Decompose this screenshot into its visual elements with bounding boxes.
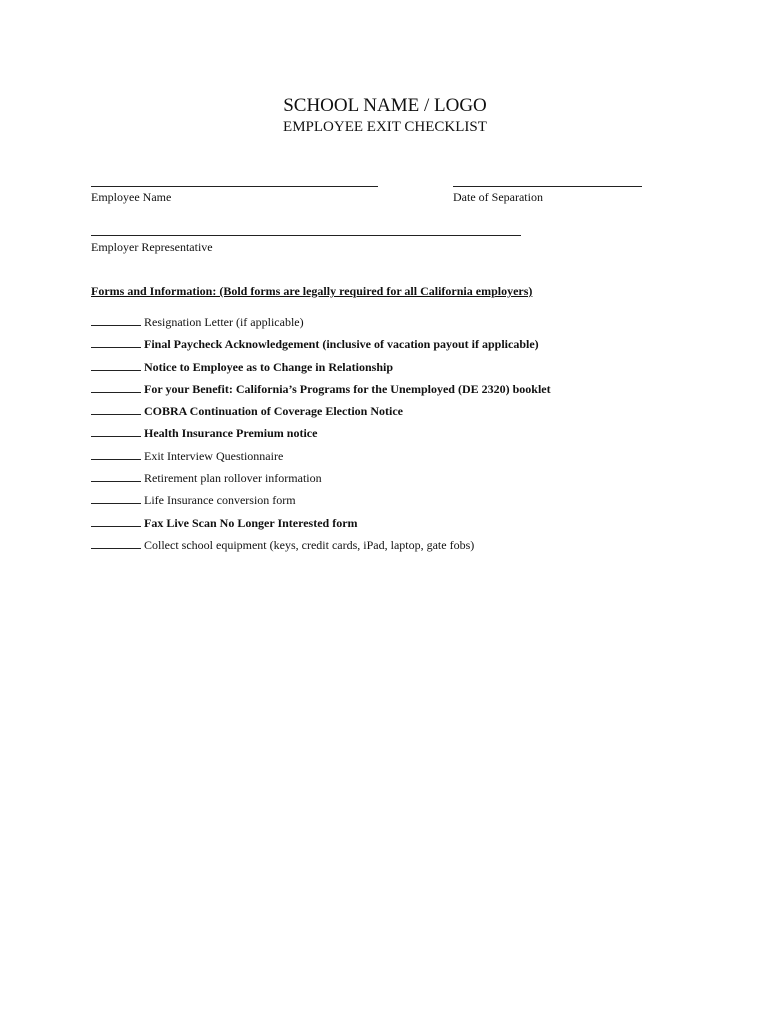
checklist-item-label: Health Insurance Premium notice — [144, 426, 318, 441]
checklist-item — [91, 402, 731, 424]
checklist-item-label: Exit Interview Questionnaire — [144, 448, 284, 463]
forms-checklist — [91, 313, 731, 558]
checklist-item-label: Notice to Employee as to Change in Relationship — [144, 359, 393, 374]
checklist-blank-line[interactable] — [91, 358, 141, 371]
checklist-item-label: Life Insurance conversion form — [144, 493, 296, 508]
checklist-item — [91, 424, 731, 446]
checklist-blank-line[interactable] — [91, 313, 141, 326]
checklist-blank-line[interactable] — [91, 491, 141, 504]
checklist-blank-line[interactable] — [91, 514, 141, 527]
checklist-item — [91, 380, 731, 402]
checklist-item-label: Retirement plan rollover information — [144, 471, 322, 486]
checklist-blank-line[interactable] — [91, 424, 141, 437]
date-of-separation-line[interactable] — [453, 186, 642, 187]
checklist-item-label: Collect school equipment (keys, credit cards, iPad, laptop, gate fobs) — [144, 537, 475, 552]
checklist-blank-line[interactable] — [91, 402, 141, 415]
checklist-blank-line[interactable] — [91, 380, 141, 393]
checklist-item — [91, 469, 731, 491]
date-of-separation-label: Date of Separation — [453, 190, 543, 204]
checklist-item-label: COBRA Continuation of Coverage Election Notice — [144, 404, 403, 419]
checklist-item-label: Resignation Letter (if applicable) — [144, 315, 304, 329]
checklist-blank-line[interactable] — [91, 447, 141, 460]
checklist-item — [91, 313, 731, 335]
checklist-item-label: For your Benefit: California’s Programs for the Unemployed (DE 2320) booklet — [144, 381, 551, 396]
employer-representative-label: Employer Representative — [91, 240, 213, 254]
checklist-item — [91, 491, 731, 513]
checklist-item — [91, 335, 731, 357]
employee-name-line[interactable] — [91, 186, 378, 187]
checklist-item-label: Fax Live Scan No Longer Interested form — [144, 515, 358, 530]
checklist-item — [91, 514, 731, 536]
checklist-blank-line[interactable] — [91, 536, 141, 549]
checklist-item — [91, 447, 731, 469]
checklist-item — [91, 358, 731, 380]
school-name-logo-title: SCHOOL NAME / LOGO — [283, 95, 487, 116]
checklist-blank-line[interactable] — [91, 335, 141, 348]
checklist-blank-line[interactable] — [91, 469, 141, 482]
checklist-item — [91, 536, 731, 558]
employee-name-label: Employee Name — [91, 190, 172, 204]
employer-representative-line[interactable] — [91, 235, 521, 236]
checklist-item-label: Final Paycheck Acknowledgement (inclusive of vacation payout if applicable) — [144, 337, 539, 352]
forms-section-heading: Forms and Information: (Bold forms are legally required for all California employers) — [91, 284, 533, 298]
checklist-title: EMPLOYEE EXIT CHECKLIST — [283, 119, 487, 135]
